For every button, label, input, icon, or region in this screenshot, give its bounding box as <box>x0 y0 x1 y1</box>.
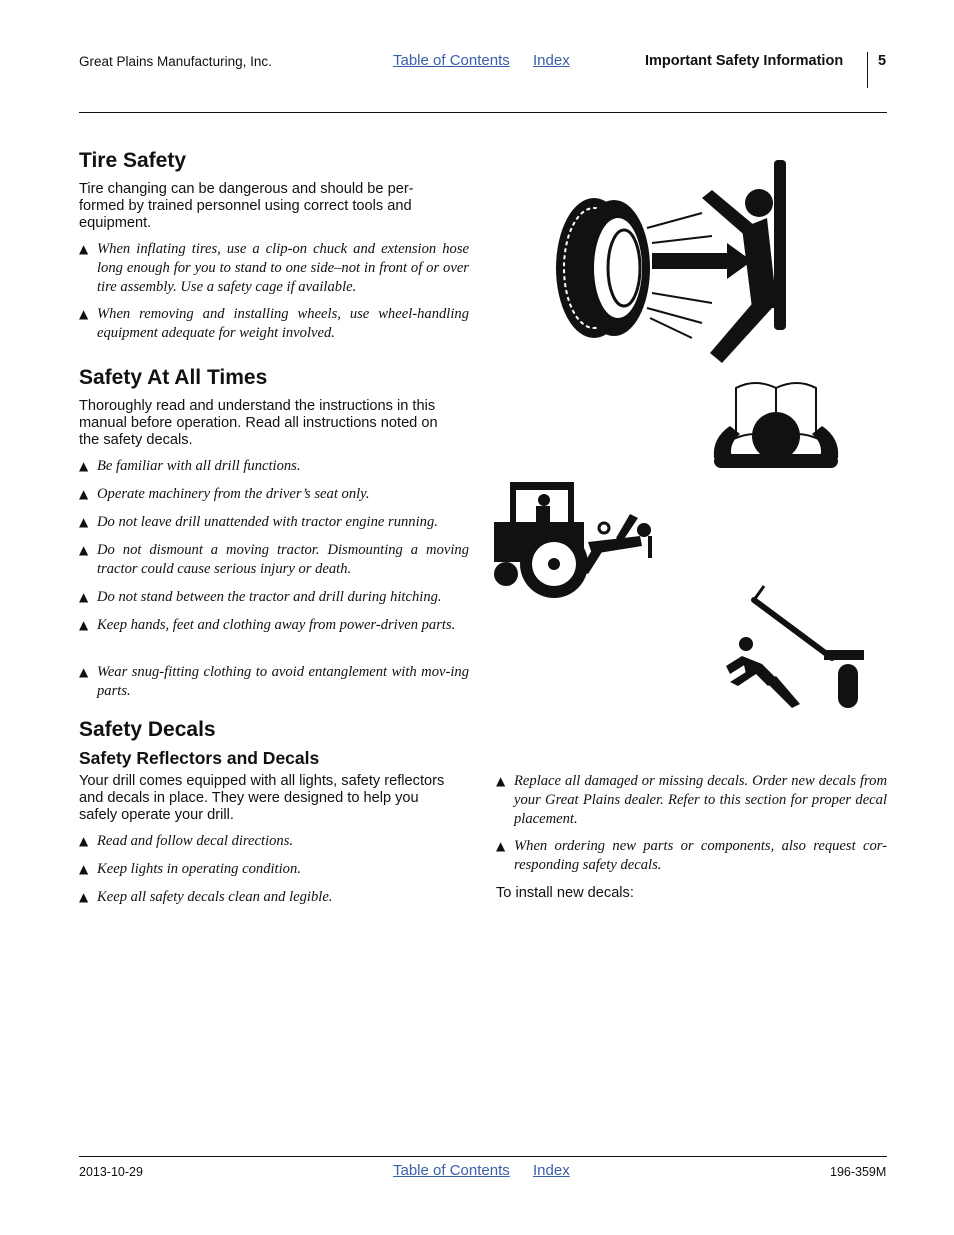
decal-bullet: ▲ Keep lights in operating condition. <box>79 861 301 877</box>
bullet-triangle-icon: ▲ <box>79 543 89 557</box>
safety-reflectors-subheading: Safety Reflectors and Decals <box>79 748 320 768</box>
company-name: Great Plains Manufacturing, Inc. <box>79 54 272 69</box>
footer-index-link[interactable]: Index <box>533 1162 570 1179</box>
tire-safety-heading: Tire Safety <box>79 149 186 172</box>
exploding-tire-icon <box>552 158 792 368</box>
bullet-triangle-icon: ▲ <box>79 665 89 679</box>
intro-line: equipment. <box>79 215 152 231</box>
intro-line: Thoroughly read and understand the instructions in this <box>79 398 436 414</box>
intro-line: Tire changing can be dangerous and should be per- <box>79 181 414 197</box>
footer-date: 2013-10-29 <box>79 1165 143 1179</box>
bullet-triangle-icon: ▲ <box>79 590 89 604</box>
install-decals-text: To install new decals: <box>496 885 634 901</box>
tire-bullet: ▲ When removing and installing wheels, use wheel-handling equipment adequate for weight involved. <box>79 306 469 341</box>
decal-bullet: ▲ Read and follow decal directions. <box>79 833 294 849</box>
bullet-triangle-icon: ▲ <box>79 242 89 256</box>
intro-line: and decals in place. They were designed to help you <box>79 790 419 806</box>
footer-toc-link[interactable]: Table of Contents <box>393 1162 510 1179</box>
decal-bullet: ▲ Keep all safety decals clean and legible. <box>79 889 333 905</box>
bullet-triangle-icon: ▲ <box>496 839 506 853</box>
intro-line: formed by trained personnel using correct tools and <box>79 198 412 214</box>
decal-bullet: ▲ When ordering new parts or components, also request cor-responding safety decals. <box>496 838 887 873</box>
page-number: 5 <box>878 53 887 69</box>
safety-bullet: ▲ Be familiar with all drill functions. <box>79 458 301 474</box>
bullet-triangle-icon: ▲ <box>79 834 89 848</box>
section-title: Important Safety Information <box>645 53 844 69</box>
footer-doc-number: 196-359M <box>830 1165 887 1179</box>
bullet-triangle-icon: ▲ <box>79 618 89 632</box>
intro-line: Your drill comes equipped with all lights, safety reflectors <box>79 773 445 789</box>
bullet-triangle-icon: ▲ <box>79 307 89 321</box>
safety-bullet: ▲ Do not stand between the tractor and drill during hitching. <box>79 589 442 605</box>
safety-bullet: ▲ Do not dismount a moving tractor. Dismounting a moving tractor could cause serious injury or death. <box>79 542 469 577</box>
header-toc-link[interactable]: Table of Contents <box>393 52 510 69</box>
safety-bullet: ▲ Wear snug-fitting clothing to avoid entanglement with mov-ing parts. <box>79 664 469 699</box>
header-index-link[interactable]: Index <box>533 52 570 69</box>
header-divider <box>867 52 868 88</box>
hitch-crush-icon <box>716 582 866 712</box>
safety-bullet: ▲ Keep hands, feet and clothing away from power-driven parts. <box>79 617 456 633</box>
safety-decals-intro <box>79 773 469 824</box>
footer-rule <box>79 1156 887 1157</box>
safety-at-all-times-intro <box>79 398 469 449</box>
decal-bullet: ▲ Replace all damaged or missing decals. Order new decals from your Great Plains dealer. Refer to this section for proper decal placement. <box>496 773 887 827</box>
bullet-triangle-icon: ▲ <box>79 890 89 904</box>
safety-decals-heading: Safety Decals <box>79 718 216 741</box>
bullet-triangle-icon: ▲ <box>79 459 89 473</box>
intro-line: manual before operation. Read all instructions noted on <box>79 415 438 431</box>
tire-safety-intro <box>79 181 469 232</box>
header-rule <box>79 112 887 113</box>
safety-bullet: ▲ Operate machinery from the driver’s seat only. <box>79 486 370 502</box>
bullet-triangle-icon: ▲ <box>79 487 89 501</box>
bullet-triangle-icon: ▲ <box>496 774 506 788</box>
bullet-triangle-icon: ▲ <box>79 862 89 876</box>
tractor-dismount-icon <box>492 478 660 602</box>
intro-line: safely operate your drill. <box>79 807 234 823</box>
intro-line: the safety decals. <box>79 432 193 448</box>
safety-at-all-times-heading: Safety At All Times <box>79 366 268 389</box>
bullet-triangle-icon: ▲ <box>79 515 89 529</box>
safety-bullet: ▲ Do not leave drill unattended with tractor engine running. <box>79 514 438 530</box>
tire-bullet: ▲ When inflating tires, use a clip-on chuck and extension hose long enough for you to stand to one side–not in front of or over tire assembly. Use a safety cage if available. <box>79 241 469 295</box>
reading-manual-icon <box>710 378 842 470</box>
